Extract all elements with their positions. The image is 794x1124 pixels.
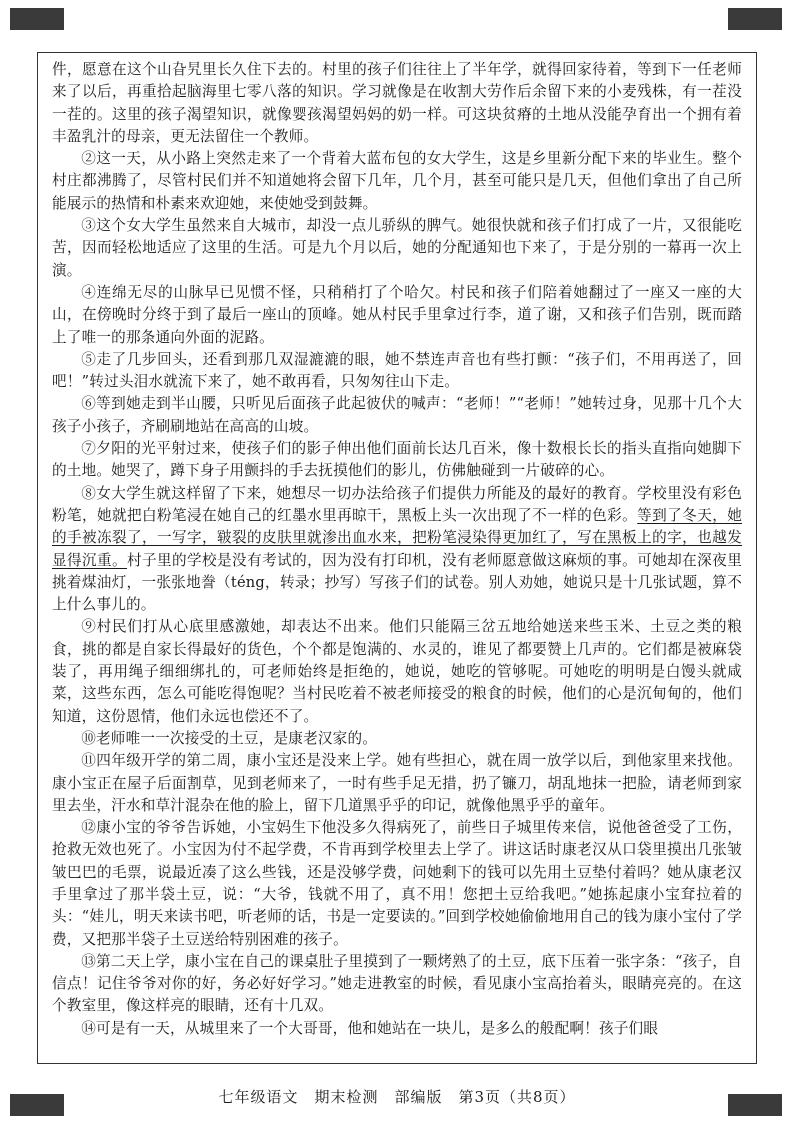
text-frame (37, 52, 757, 1064)
paragraph-8 (52, 483, 742, 617)
paragraph-1: 件，愿意在这个山旮旯里长久住下去的。村里的孩子们往往上了半年学，就得回家待着，等到下一任老师来了以后，再重拾起脑海里七零八落的知识。学习就像是在收割大劳作后余留下来的小麦残株，有一茬没一茬的。这里的孩子渴望知识，就像婴孩渴望妈妈的奶一样。可这块贫瘠的土地从没能孕育出一个拥有着丰盈乳汁的母亲，更无法留住一个教师。 (52, 61, 742, 145)
page-footer: 七年级语文 期末检测 部编版 第3页（共8页） (218, 1088, 576, 1106)
paragraph-6: ⑥等到她走到半山腰，只听见后面孩子此起彼伏的喊声：“老师！”“老师！”她转过身，见那十几个大孩子小孩子，齐刷刷地站在高高的山坡。 (52, 395, 742, 435)
registration-mark-top-right (728, 8, 782, 30)
paragraph-13: ⑬第二天上学，康小宝在自己的课桌肚子里摸到了一颗烤熟了的土豆，底下压着一张字条：“孩子，自信点！记住爷爷对你的好，务必好好学习。”她走进教室的时候，看见康小宝高抬着头，眼睛亮亮的。在这个教室里，像这样亮的眼睛，还有十几双。 (52, 952, 742, 1015)
paragraph-8-start: ⑧女大学生就这样留了下来，她想尽一切办法给孩子们提供力所能及的最好的教育。学校里没有彩色粉笔，她就把白粉笔浸在她自己的红墨水里再晾干，黑板上头一次出现了不一样的色彩。 (52, 484, 742, 524)
paragraph-10: ⑩老师唯一一次接受的土豆，是康老汉家的。 (81, 729, 378, 747)
paragraph-2: ②这一天，从小路上突然走来了一个背着大蓝布包的女大学生，这是乡里新分配下来的毕业生。整个村庄都沸腾了，尽管村民们并不知道她将会留下几年，几个月，甚至可能只是几天，但他们拿出了自己所能展示的热情和朴素来欢迎她，来使她受到鼓舞。 (52, 150, 742, 212)
paragraph-12: ⑫康小宝的爷爷告诉她，小宝妈生下他没多久得病死了，前些日子城里传来信，说他爸爸受了工伤，抢救无效也死了。小宝因为付不起学费，不肯再到学校里去上学了。讲这话时康老汉从口袋里摸出几张皱皱巴巴的毛票，说最近凑了这么些钱，还是没够学费，问她剩下的钱可以先用土豆垫付着吗？她从康老汉手里拿过了那半袋土豆，说：“大爷，钱就不用了，真不用！您把土豆给我吧。”她拣起康小宝耷拉着的头：“娃儿，明天来读书吧，听老师的话，书是一定要读的。”回到学校她偷偷地用自己的钱为康小宝付了学费，又把那半袋子土豆送给特别困难的孩子。 (52, 819, 742, 948)
paragraph-7: ⑦夕阳的光平射过来，使孩子们的影子伸出他们面前长达几百米，像十数根长长的指头直指向她脚下的土地。她哭了，蹲下身子用颤抖的手去抚摸他们的影儿，仿佛触碰到一片破碎的心。 (52, 440, 742, 480)
paragraph-8-end: 村子里的学校是没有考试的，因为没有打印机，没有老师愿意做这麻烦的事。可她却在深夜里挑着煤油灯，一张张地誊（téng，转录；抄写）写孩子们的试卷。别人劝她，她说只是十几张试题，算不上什么事儿的。 (52, 551, 742, 614)
registration-mark-top-left (10, 8, 64, 30)
registration-mark-bottom-right (728, 1094, 782, 1116)
paragraph-14: ⑭可是有一天，从城里来了一个大哥哥，他和她站在一块儿，是多么的般配啊！孩子们眼 (81, 1019, 659, 1037)
paragraph-3: ③这个女大学生虽然来自大城市，却没一点儿骄纵的脾气。她很快就和孩子们打成了一片，又很能吃苦，因而轻松地适应了这里的生活。可是九个月以后，她的分配通知也下来了，于是分别的一幕再一次上演。 (52, 217, 742, 279)
paragraph-4: ④连绵无尽的山脉早已见惯不怪，只稍稍打了个哈欠。村民和孩子们陪着她翻过了一座又一座的大山，在傍晚时分终于到了最后一座山的顶峰。她从村民手里拿过行李，道了谢，又和孩子们告别，既而踏上了唯一的那条通向外面的泥路。 (52, 283, 742, 346)
registration-mark-bottom-left (10, 1094, 64, 1116)
paragraph-11: ⑪四年级开学的第二周，康小宝还是没来上学。她有些担心，就在周一放学以后，到他家里来找他。康小宝正在屋子后面割草，见到老师来了，一时有些手足无措，扔了镰刀，胡乱地抹一把脸，请老师到家里去坐，汗水和草汁混杂在他的脸上，留下几道黑乎乎的印记，就像他黑乎乎的童年。 (52, 752, 742, 814)
paragraph-9: ⑨村民们打从心底里感激她，却表达不出来。他们只能隔三岔五地给她送来些玉米、土豆之类的粮食，挑的都是自家长得最好的货色，个个都是饱满的、水灵的，谁见了都要赞上几声的。它们都是被麻袋装了，再用绳子细细绑扎的，可老师始终是拒绝的，她说，她吃的管够呢。可她吃的明明是白馒头就咸菜，这些东西，怎么可能吃得饱呢？当村民吃着不被老师接受的粮食的时候，他们的心是沉甸甸的，他们知道，这份恩情，他们永远也偿还不了。 (52, 618, 742, 725)
paragraph-5: ⑤走了几步回头，还看到那几双湿漉漉的眼，她不禁连声音也有些打颤：“孩子们，不用再送了，回吧！”转过头泪水就流下来了，她不敢再看，只匆匆往山下走。 (52, 350, 742, 391)
underlined-sentence: 等到了冬天，她的手被冻裂了，一写字，皲裂的皮肤里就渗出血水来，把粉笔浸染得更加红了，写在黑板上的字，也越发显得沉重。 (52, 506, 742, 569)
